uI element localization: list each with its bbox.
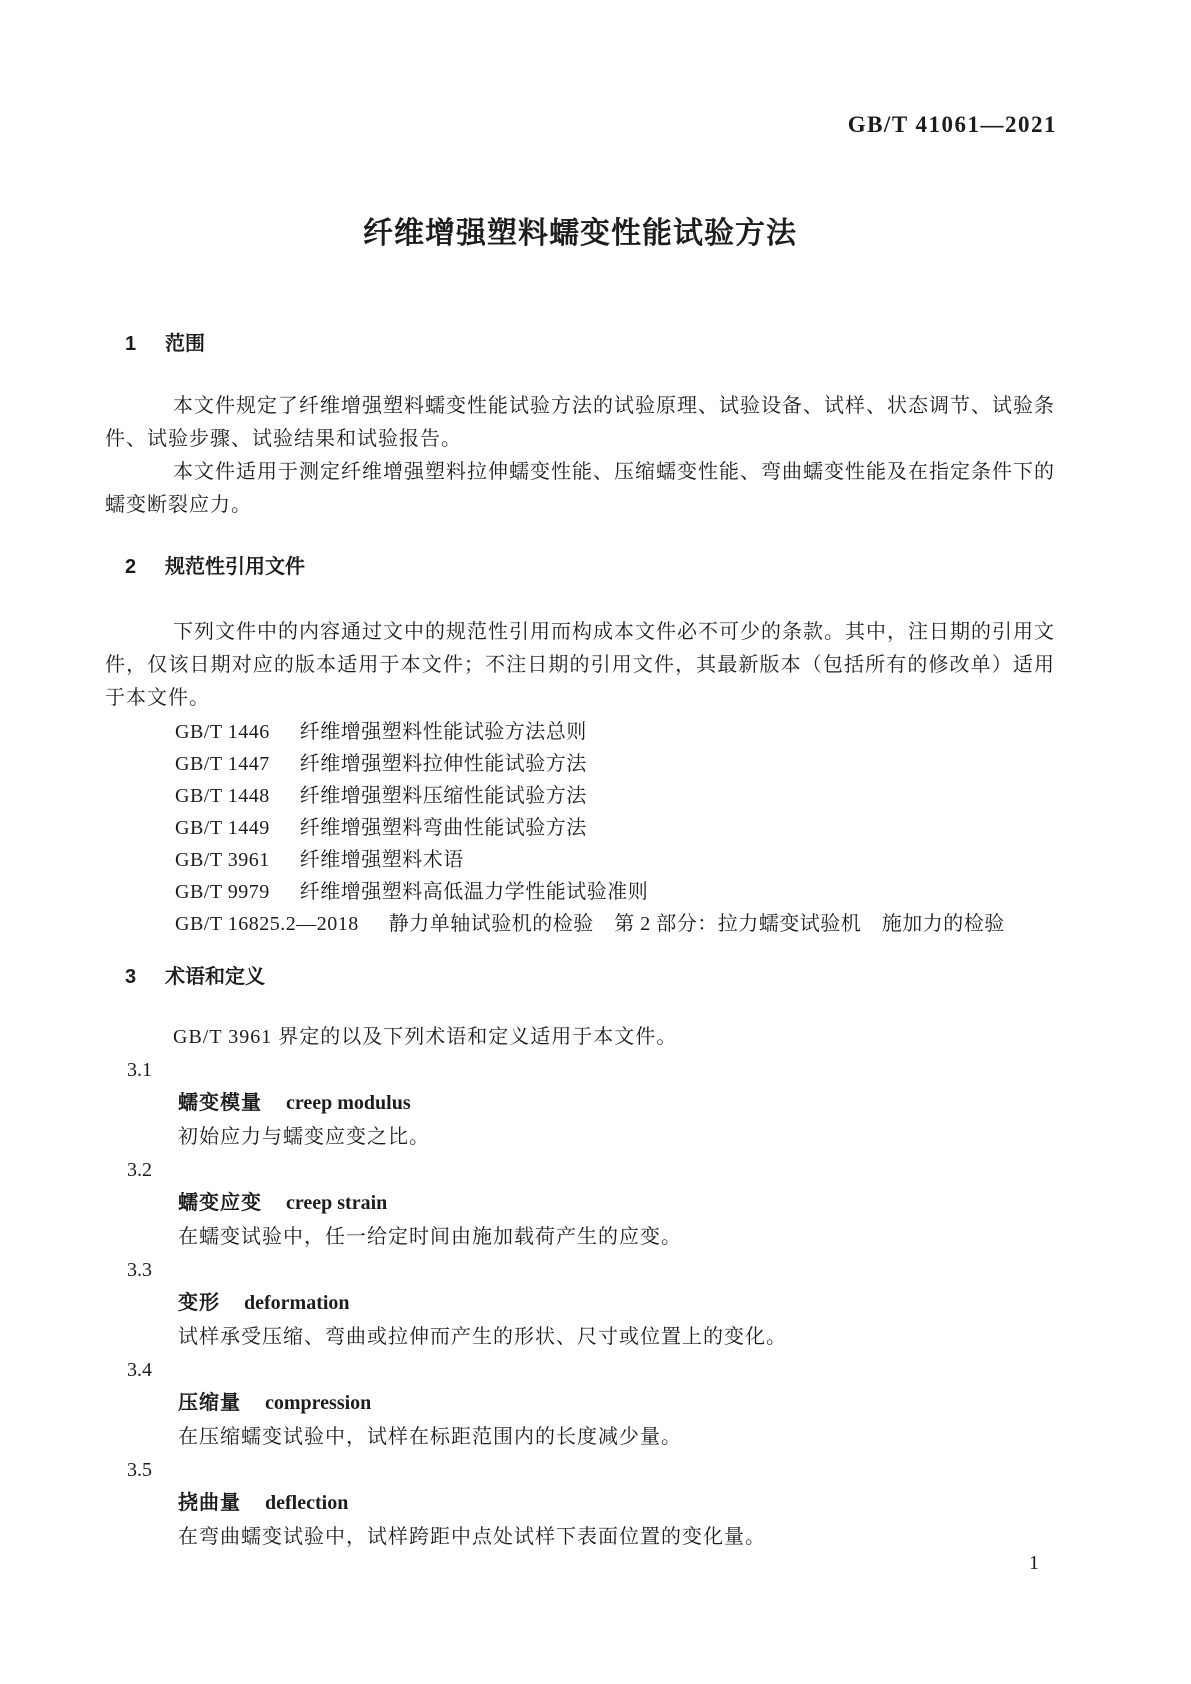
reference-title: 纤维增强塑料拉伸性能试验方法 [299, 753, 587, 775]
section-1-paragraph: 本文件适用于测定纤维增强塑料拉伸蠕变性能、压缩蠕变性能、弯曲蠕变性能及在指定条件下的蠕变断裂应力。 [105, 461, 1055, 516]
term-definition: 在弯曲蠕变试验中，试样跨距中点处试样下表面位置的变化量。 [178, 1526, 766, 1548]
reference-title: 纤维增强塑料高低温力学性能试验准则 [299, 881, 649, 903]
document-title: 纤维增强塑料蠕变性能试验方法 [363, 217, 797, 250]
section-3-number: 3 [125, 966, 137, 988]
term-name-en: deformation [244, 1292, 350, 1314]
term-title [105, 1487, 1055, 1521]
term-entry-3-3 [105, 1254, 1055, 1354]
term-definition: 在蠕变试验中，任一给定时间由施加载荷产生的应变。 [178, 1226, 682, 1248]
normative-references-list [105, 716, 1055, 940]
reference-item [105, 844, 1055, 876]
section-2-heading [105, 551, 1055, 584]
term-title [105, 1087, 1055, 1121]
term-definition: 试样承受压缩、弯曲或拉伸而产生的形状、尺寸或位置上的变化。 [178, 1326, 787, 1348]
term-number: 3.2 [127, 1159, 152, 1181]
term-name-en: creep strain [286, 1192, 388, 1214]
reference-code: GB/T 1448 [175, 785, 270, 807]
term-number: 3.1 [127, 1059, 152, 1081]
reference-title: 纤维增强塑料弯曲性能试验方法 [299, 817, 587, 839]
term-name-zh: 蠕变模量 [178, 1092, 262, 1114]
reference-code: GB/T 1446 [175, 721, 270, 743]
section-1-paragraph: 本文件规定了纤维增强塑料蠕变性能试验方法的试验原理、试验设备、试样、状态调节、试验条件、试验步骤、试验结果和试验报告。 [105, 395, 1055, 450]
reference-item [105, 748, 1055, 780]
term-title [105, 1387, 1055, 1421]
reference-title: 纤维增强塑料术语 [299, 849, 464, 871]
reference-item [105, 908, 1055, 940]
reference-item [105, 780, 1055, 812]
term-name-zh: 挠曲量 [178, 1492, 241, 1514]
section-3-heading [105, 961, 1055, 994]
reference-code: GB/T 3961 [175, 849, 270, 871]
reference-code: GB/T 1449 [175, 817, 270, 839]
term-number: 3.4 [127, 1359, 152, 1381]
reference-code: GB/T 16825.2—2018 [175, 913, 359, 935]
term-title [105, 1187, 1055, 1221]
terms-list [105, 1054, 1055, 1554]
term-name-en: compression [265, 1392, 372, 1414]
term-name-en: creep modulus [286, 1092, 411, 1114]
section-2-label: 规范性引用文件 [165, 556, 305, 578]
term-entry-3-5 [105, 1454, 1055, 1554]
section-2-number: 2 [125, 556, 137, 578]
term-name-zh: 蠕变应变 [178, 1192, 262, 1214]
section-1-label: 范围 [165, 333, 205, 355]
section-1-number: 1 [125, 333, 137, 355]
reference-item [105, 812, 1055, 844]
term-number: 3.5 [127, 1459, 152, 1481]
term-number: 3.3 [127, 1259, 152, 1281]
term-definition: 初始应力与蠕变应变之比。 [178, 1126, 430, 1148]
section-3-paragraph: GB/T 3961 界定的以及下列术语和定义适用于本文件。 [173, 1026, 678, 1048]
section-1-heading [105, 328, 1055, 361]
standard-number: GB/T 41061—2021 [847, 112, 1057, 137]
term-name-en: deflection [265, 1492, 349, 1514]
reference-title: 静力单轴试验机的检验 第 2 部分：拉力蠕变试验机 施加力的检验 [388, 913, 1005, 935]
reference-code: GB/T 1447 [175, 753, 270, 775]
term-name-zh: 压缩量 [178, 1392, 241, 1414]
section-2-paragraph: 下列文件中的内容通过文中的规范性引用而构成本文件必不可少的条款。其中，注日期的引用文件，仅该日期对应的版本适用于本文件；不注日期的引用文件，其最新版本（包括所有的修改单）适用于本文件。 [105, 621, 1055, 709]
term-name-zh: 变形 [178, 1292, 220, 1314]
document-body [105, 0, 1055, 1554]
section-3-label: 术语和定义 [165, 966, 265, 988]
reference-title: 纤维增强塑料压缩性能试验方法 [299, 785, 587, 807]
term-title [105, 1287, 1055, 1321]
reference-code: GB/T 9979 [175, 881, 270, 903]
term-definition: 在压缩蠕变试验中，试样在标距范围内的长度减少量。 [178, 1426, 682, 1448]
term-entry-3-1 [105, 1054, 1055, 1154]
term-entry-3-4 [105, 1354, 1055, 1454]
term-entry-3-2 [105, 1154, 1055, 1254]
page-number: 1 [1029, 1552, 1039, 1574]
reference-item [105, 876, 1055, 908]
reference-item [105, 716, 1055, 748]
reference-title: 纤维增强塑料性能试验方法总则 [299, 721, 587, 743]
